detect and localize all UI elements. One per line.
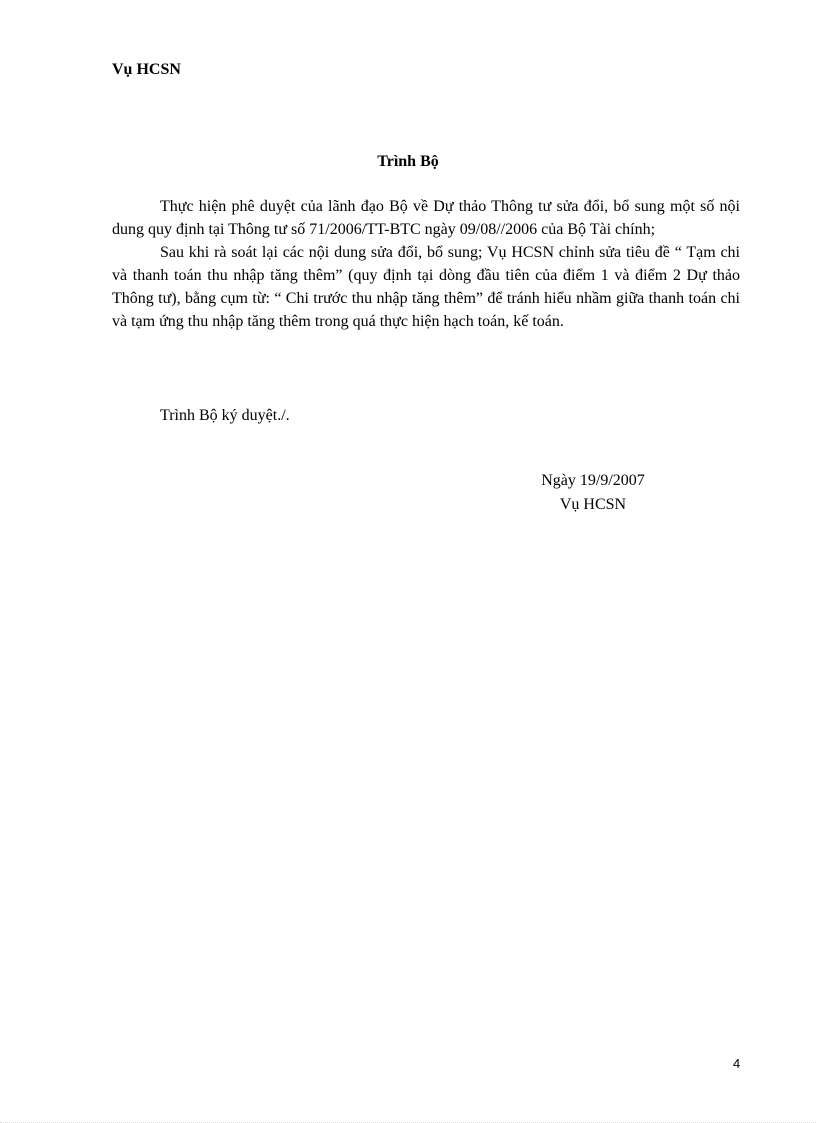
- signature-block: [520, 469, 666, 517]
- document-body: [112, 195, 740, 333]
- signature-department: Vụ HCSN: [559, 496, 627, 513]
- organization-header: Vụ HCSN: [112, 61, 181, 78]
- closing-line: Trình Bộ ký duyệt./.: [160, 407, 290, 424]
- paragraph-1: Thực hiện phê duyệt của lãnh đạo Bộ về Dự thảo Thông tư sửa đổi, bổ sung một số nội dung quy định tại Thông tư số 71/2006/TT-BTC ngày 09/08//2006 của Bộ Tài chính;: [112, 198, 740, 238]
- signature-date: Ngày 19/9/2007: [541, 472, 645, 489]
- paragraph-2: Sau khi rà soát lại các nội dung sửa đổi, bổ sung; Vụ HCSN chỉnh sửa tiêu đề “ Tạm chi và thanh toán thu nhập tăng thêm” (quy định tại dòng đầu tiên của điểm 1 và điểm 2 Dự thảo Thông tư), bằng cụm từ: “ Chi trước thu nhập tăng thêm” để tránh hiểu nhầm giữa thanh toán chi và tạm ứng thu nhập tăng thêm trong quá thực hiện hạch toán, kế toán.: [112, 244, 740, 330]
- document-title: Trình Bộ: [377, 153, 439, 170]
- page-number: 4: [733, 1056, 741, 1071]
